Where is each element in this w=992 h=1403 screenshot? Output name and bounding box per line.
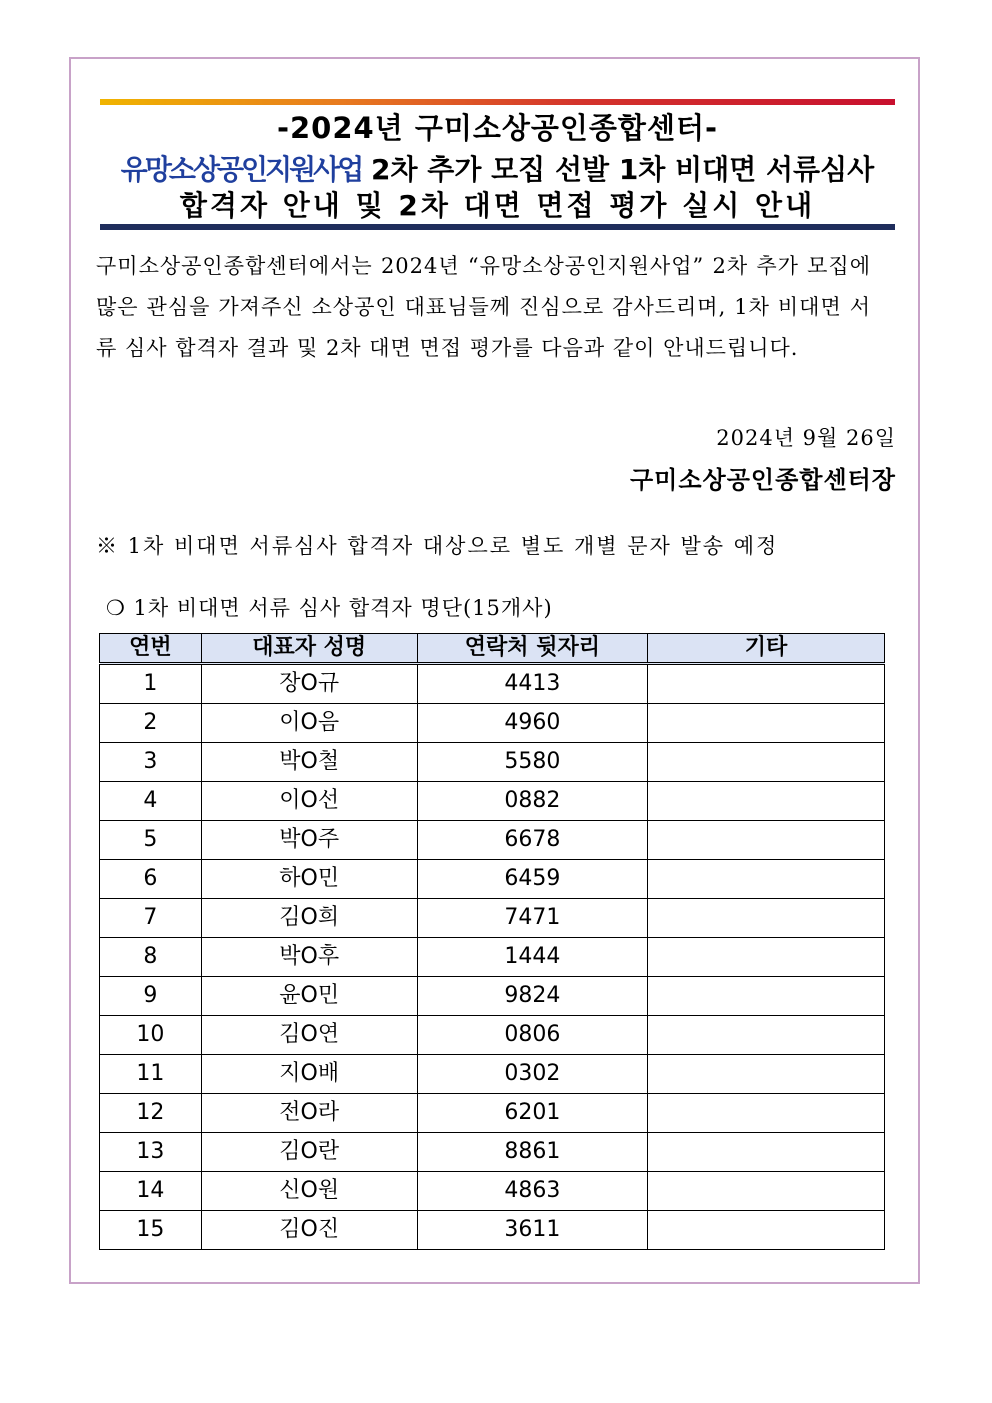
table-row — [100, 977, 885, 1016]
cell-name: 김O진 — [201, 1211, 417, 1250]
cell-etc — [647, 743, 884, 782]
cell-name: 지O배 — [201, 1055, 417, 1094]
title-line-2-rest: 2차 추가 모집 선발 1차 비대면 서류심사 — [361, 153, 875, 186]
cell-etc — [647, 782, 884, 821]
title-top-bar — [100, 99, 895, 105]
cell-phone: 0882 — [417, 782, 647, 821]
cell-phone: 4863 — [417, 1172, 647, 1211]
cell-phone: 4960 — [417, 704, 647, 743]
cell-name: 김O연 — [201, 1016, 417, 1055]
cell-name: 박O후 — [201, 938, 417, 977]
cell-no: 14 — [100, 1172, 202, 1211]
cell-name: 윤O민 — [201, 977, 417, 1016]
table-row — [100, 782, 885, 821]
cell-no: 4 — [100, 782, 202, 821]
header-phone: 연락처 뒷자리 — [417, 634, 647, 664]
cell-name: 하O민 — [201, 860, 417, 899]
program-name: 유망소상공인지원사업 — [120, 153, 362, 186]
cell-name: 김O희 — [201, 899, 417, 938]
title-line-2 — [100, 152, 895, 188]
cell-phone: 5580 — [417, 743, 647, 782]
table-row — [100, 938, 885, 977]
cell-no: 12 — [100, 1094, 202, 1133]
table-row — [100, 899, 885, 938]
cell-phone: 6459 — [417, 860, 647, 899]
cell-etc — [647, 704, 884, 743]
cell-phone: 8861 — [417, 1133, 647, 1172]
cell-name: 이O선 — [201, 782, 417, 821]
cell-etc — [647, 821, 884, 860]
notice-text: ※ 1차 비대면 서류심사 합격자 대상으로 별도 개별 문자 발송 예정 — [96, 534, 779, 558]
table-row — [100, 1094, 885, 1133]
table-row — [100, 1016, 885, 1055]
cell-phone: 0806 — [417, 1016, 647, 1055]
cell-phone: 1444 — [417, 938, 647, 977]
results-table — [99, 633, 885, 1250]
table-row — [100, 860, 885, 899]
cell-no: 7 — [100, 899, 202, 938]
header-etc: 기타 — [647, 634, 884, 664]
cell-name: 장O규 — [201, 664, 417, 704]
cell-phone: 9824 — [417, 977, 647, 1016]
cell-no: 11 — [100, 1055, 202, 1094]
table-row — [100, 1133, 885, 1172]
signature: 구미소상공인종합센터장 — [629, 465, 896, 494]
table-row — [100, 664, 885, 704]
table-row — [100, 743, 885, 782]
cell-no: 8 — [100, 938, 202, 977]
cell-phone: 0302 — [417, 1055, 647, 1094]
cell-etc — [647, 860, 884, 899]
table-row — [100, 1055, 885, 1094]
cell-no: 6 — [100, 860, 202, 899]
cell-etc — [647, 1133, 884, 1172]
cell-phone: 6201 — [417, 1094, 647, 1133]
cell-etc — [647, 1055, 884, 1094]
cell-no: 15 — [100, 1211, 202, 1250]
cell-name: 이O음 — [201, 704, 417, 743]
cell-etc — [647, 1094, 884, 1133]
cell-no: 10 — [100, 1016, 202, 1055]
cell-etc — [647, 1016, 884, 1055]
issue-date: 2024년 9월 26일 — [716, 426, 896, 450]
cell-no: 13 — [100, 1133, 202, 1172]
cell-phone: 6678 — [417, 821, 647, 860]
cell-no: 2 — [100, 704, 202, 743]
title-bottom-bar — [100, 224, 895, 230]
cell-etc — [647, 899, 884, 938]
title-line-3: 합격자 안내 및 2차 대면 면접 평가 실시 안내 — [179, 189, 816, 222]
table-header-row — [100, 634, 885, 664]
title-line-1: -2024년 구미소상공인종합센터- — [276, 111, 719, 145]
cell-name: 전O라 — [201, 1094, 417, 1133]
cell-name: 박O철 — [201, 743, 417, 782]
cell-no: 9 — [100, 977, 202, 1016]
cell-etc — [647, 664, 884, 704]
cell-name: 신O원 — [201, 1172, 417, 1211]
cell-phone: 3611 — [417, 1211, 647, 1250]
cell-phone: 7471 — [417, 899, 647, 938]
cell-etc — [647, 938, 884, 977]
header-name: 대표자 성명 — [201, 634, 417, 664]
list-title: ❍ 1차 비대면 서류 심사 합격자 명단(15개사) — [106, 596, 553, 620]
table-body — [100, 664, 885, 1250]
cell-name: 김O란 — [201, 1133, 417, 1172]
cell-etc — [647, 977, 884, 1016]
cell-etc — [647, 1172, 884, 1211]
cell-no: 5 — [100, 821, 202, 860]
cell-no: 3 — [100, 743, 202, 782]
header-no: 연번 — [100, 634, 202, 664]
cell-phone: 4413 — [417, 664, 647, 704]
cell-name: 박O주 — [201, 821, 417, 860]
table-row — [100, 704, 885, 743]
cell-etc — [647, 1211, 884, 1250]
table-row — [100, 1211, 885, 1250]
table-row — [100, 821, 885, 860]
cell-no: 1 — [100, 664, 202, 704]
table-row — [100, 1172, 885, 1211]
intro-paragraph: 구미소상공인종합센터에서는 2024년 “유망소상공인지원사업” 2차 추가 모집에 많은 관심을 가져주신 소상공인 대표님들께 진심으로 감사드리며, 1차 비대면 서류 심사 합격자 결과 및 2차 대면 면접 평가를 다음과 같이 안내드립니다. — [96, 254, 871, 360]
